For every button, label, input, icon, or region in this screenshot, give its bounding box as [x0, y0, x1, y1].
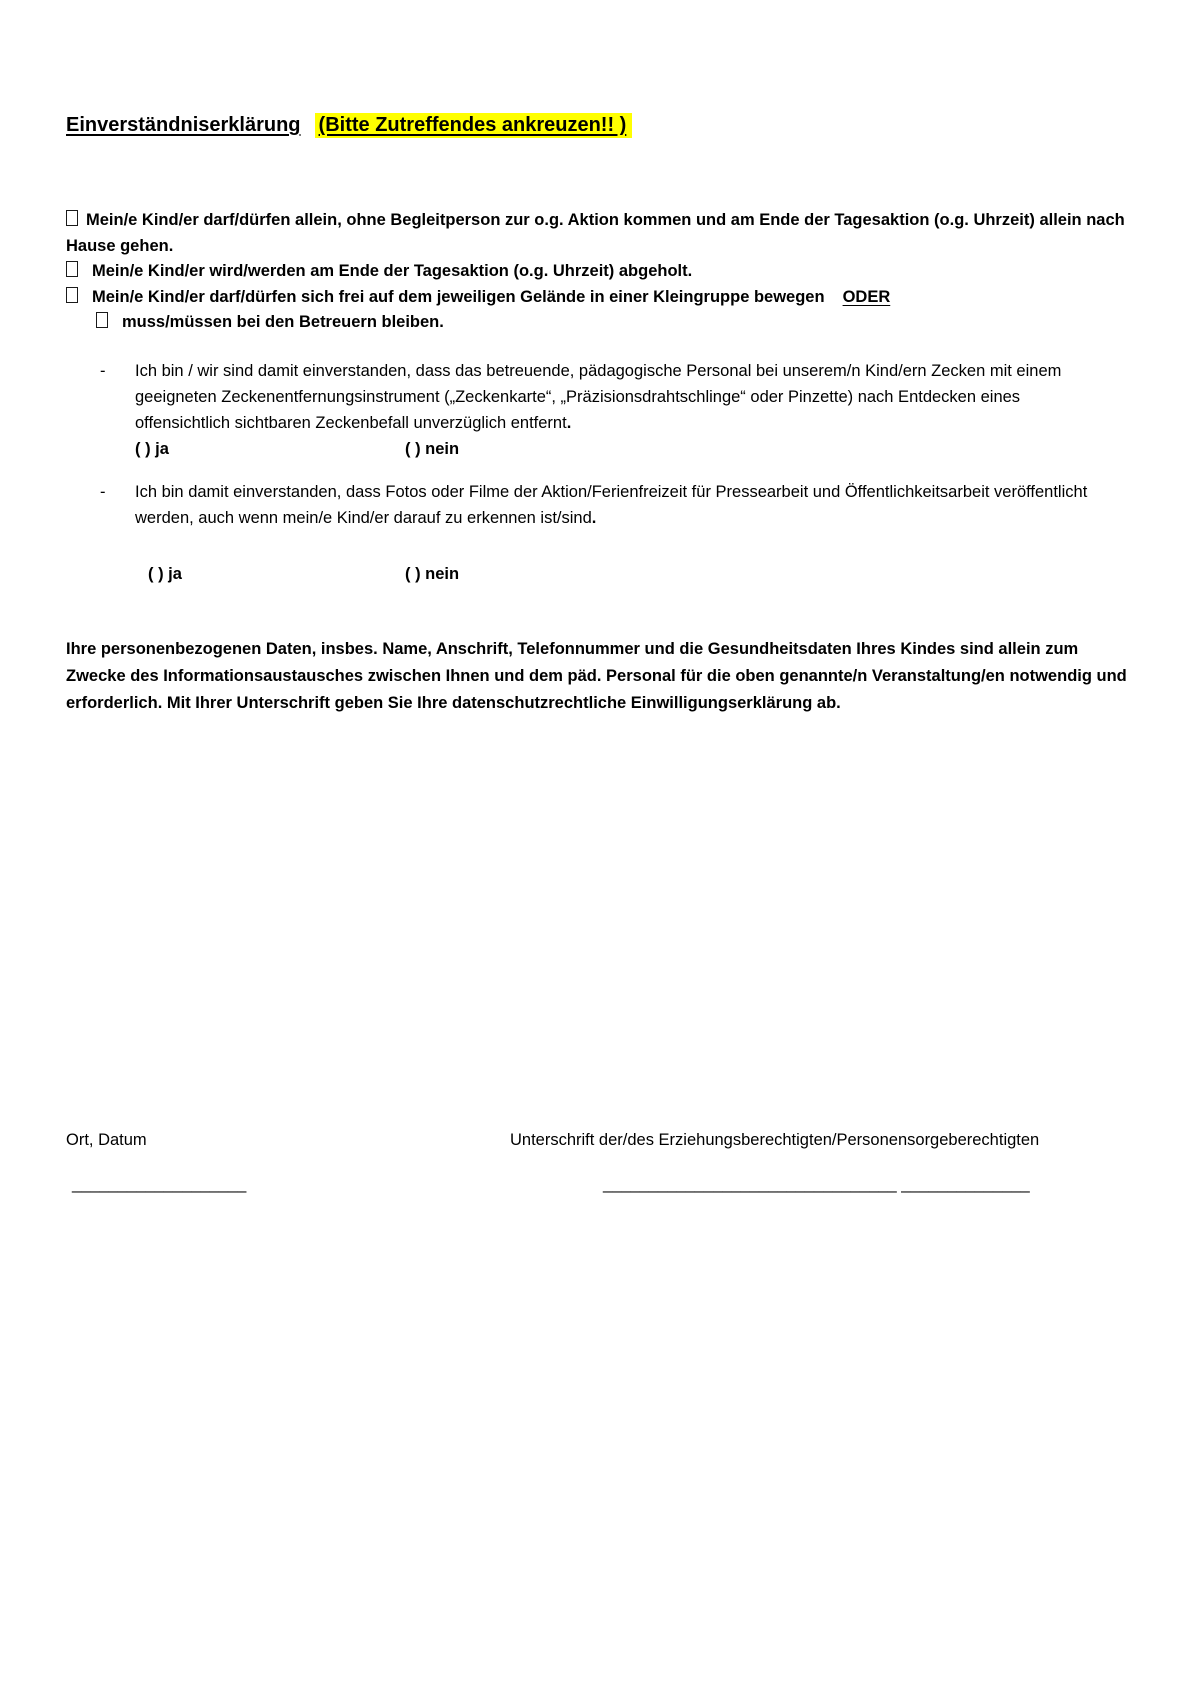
title-text: Einverständniserklärung [66, 114, 301, 136]
consent-list [66, 358, 1128, 587]
consent-item-zecken [100, 358, 1128, 462]
consent-text: Ich bin damit einverstanden, dass Fotos oder Filme der Aktion/Ferienfreizeit für Pressearbeit und Öffentlichkeitsarbeit veröffentlicht werden, auch wenn mein/e Kind/er darauf zu erkennen ist/sind [135, 482, 1088, 527]
checkbox-item-abgeholt [66, 259, 1128, 285]
no-option[interactable]: ( ) nein [405, 564, 460, 583]
checkbox-item-bei-betreuern [96, 310, 1128, 336]
yes-option[interactable]: ( ) ja [148, 564, 182, 583]
privacy-paragraph: Ihre personenbezogenen Daten, insbes. Name, Anschrift, Telefonnummer und die Gesundheitsdaten Ihres Kindes sind allein zum Zwecke des Informationsaustausches zwischen Ihnen und dem päd. Personal für die oben genannte/n Veranstaltung/en notwendig und erforderlich. Mit Ihrer Unterschrift geben Sie Ihre datenschutzrechtliche Einwilligungserklärung ab. [66, 639, 1127, 712]
place-date-label: Ort, Datum [66, 1131, 147, 1149]
oder-label: ODER [842, 287, 891, 306]
checkbox-icon[interactable] [66, 210, 78, 226]
signature-line: ________________________________ ______________ [603, 1175, 1030, 1193]
dash-icon: - [100, 482, 106, 501]
checkbox-options [66, 208, 1128, 336]
checkbox-label: muss/müssen bei den Betreuern bleiben. [122, 313, 444, 331]
dash-icon: - [100, 361, 106, 380]
signature-label: Unterschrift der/des Erziehungsberechtigten/Personensorgeberechtigten [510, 1131, 1040, 1149]
title-highlight: (Bitte Zutreffendes ankreuzen!! ) [315, 113, 633, 138]
yes-option[interactable]: ( ) ja [135, 439, 169, 458]
checkbox-icon[interactable] [66, 261, 78, 277]
checkbox-icon[interactable] [96, 312, 108, 328]
checkbox-label: Mein/e Kind/er wird/werden am Ende der Tagesaktion (o.g. Uhrzeit) abgeholt. [92, 262, 693, 280]
yes-no-row [135, 436, 1090, 462]
yes-no-row [135, 561, 1090, 587]
place-date-line: ___________________ [72, 1175, 247, 1193]
consent-text-period: . [566, 413, 572, 432]
consent-text-block [135, 479, 1090, 587]
checkbox-item-kleingruppe [66, 285, 1128, 311]
consent-text-period: . [591, 508, 597, 527]
consent-text: Ich bin / wir sind damit einverstanden, dass das betreuende, pädagogische Personal bei unserem/n Kind/ern Zecken mit einem geeigneten Zeckenentfernungsinstrument („Zeckenkarte“, „Präzisionsdrahtschlinge“ oder Pinzette) nach Entdecken eines offensichtlich sichtbaren Zeckenbefall unverzüglich entfernt [135, 361, 1062, 432]
consent-text-block [135, 358, 1090, 462]
signature-labels [66, 1128, 1128, 1152]
page-title [66, 112, 1128, 138]
checkbox-label: Mein/e Kind/er darf/dürfen allein, ohne Begleitperson zur o.g. Aktion kommen und am Ende der Tagesaktion (o.g. Uhrzeit) allein nach Hause gehen. [66, 211, 1125, 255]
consent-item-fotos [100, 479, 1128, 587]
document-content [66, 0, 1128, 717]
checkbox-icon[interactable] [66, 287, 78, 303]
checkbox-label: Mein/e Kind/er darf/dürfen sich frei auf dem jeweiligen Gelände in einer Kleingruppe bewegen [92, 287, 825, 306]
checkbox-item-allein-nach-hause [66, 208, 1128, 259]
no-option[interactable]: ( ) nein [405, 439, 460, 458]
